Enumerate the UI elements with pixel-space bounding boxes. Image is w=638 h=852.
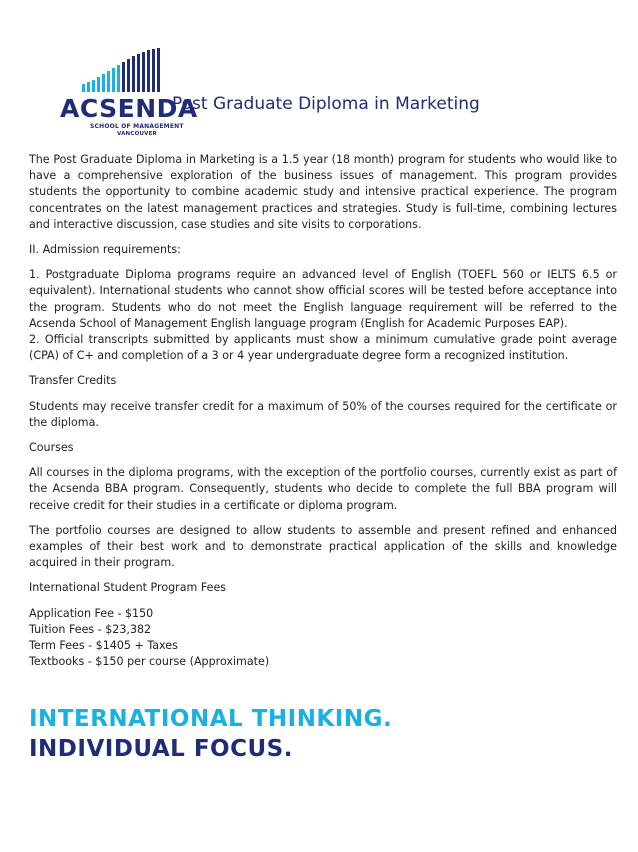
courses-text-1: All courses in the diploma programs, with the exception of the portfolio courses, currently exist as part of the Acsenda BBA program. Consequently, students who decide to complete the full BBA program will receive credit for their studies in a certificate or diploma program. [29, 466, 617, 512]
logo-bars-icon [82, 48, 162, 92]
fees-heading: International Student Program Fees [29, 581, 227, 595]
fee-item: Textbooks - $150 per course (Approximate) [29, 655, 270, 669]
tagline [29, 704, 392, 764]
fees-list [29, 606, 617, 671]
courses-text-2: The portfolio courses are designed to allow students to assemble and present refined and enhanced examples of their best work and to demonstrate practical application of the skills and knowledge acquired in their program. [29, 523, 617, 570]
admission-item-2: 2. Official transcripts submitted by applicants must show a minimum cumulative grade point average (CPA) of C+ and completion of a 3 or 4 year undergraduate degree form a recognized institution. [29, 333, 617, 363]
admission-heading: II. Admission requirements: [29, 243, 181, 257]
logo-brand: ACSENDA [60, 94, 198, 123]
admission-item-1: 1. Postgraduate Diploma programs require an advanced level of English (TOEFL 560 or IELTS 6.5 or equivalent). International students who cannot show official scores will be tested before acceptance into the program. Students who do not meet the English language requirement will be referred to the Acsenda School of Management English language program (English for Academic Purposes EAP). [29, 268, 617, 330]
acsenda-logo [60, 48, 198, 138]
fee-item: Application Fee - $150 [29, 606, 154, 620]
document-body [29, 152, 617, 670]
transfer-text: Students may receive transfer credit for a maximum of 50% of the courses required for the certificate or the diploma. [29, 399, 617, 429]
intro-paragraph: The Post Graduate Diploma in Marketing is a 1.5 year (18 month) program for students who would like to have a comprehensive exploration of the business issues of management. This program provides students the opportunity to combine academic study and intensive practical experience. The program concentrates on the latest management practices and strategies. Study is full-time, combining lectures and interactive discussion, case studies and site visits to corporations. [29, 153, 617, 231]
tagline-line-1: INTERNATIONAL THINKING. [29, 706, 393, 732]
logo-school: SCHOOL OF MANAGEMENT [90, 123, 184, 130]
page-title: Post Graduate Diploma in Marketing [172, 94, 480, 114]
fee-item: Term Fees - $1405 + Taxes [29, 639, 178, 653]
logo-location: VANCOUVER [117, 131, 157, 137]
tagline-line-2: INDIVIDUAL FOCUS. [29, 736, 293, 762]
courses-heading: Courses [29, 441, 74, 455]
fee-item: Tuition Fees - $23,382 [29, 622, 152, 636]
transfer-heading: Transfer Credits [29, 374, 117, 388]
